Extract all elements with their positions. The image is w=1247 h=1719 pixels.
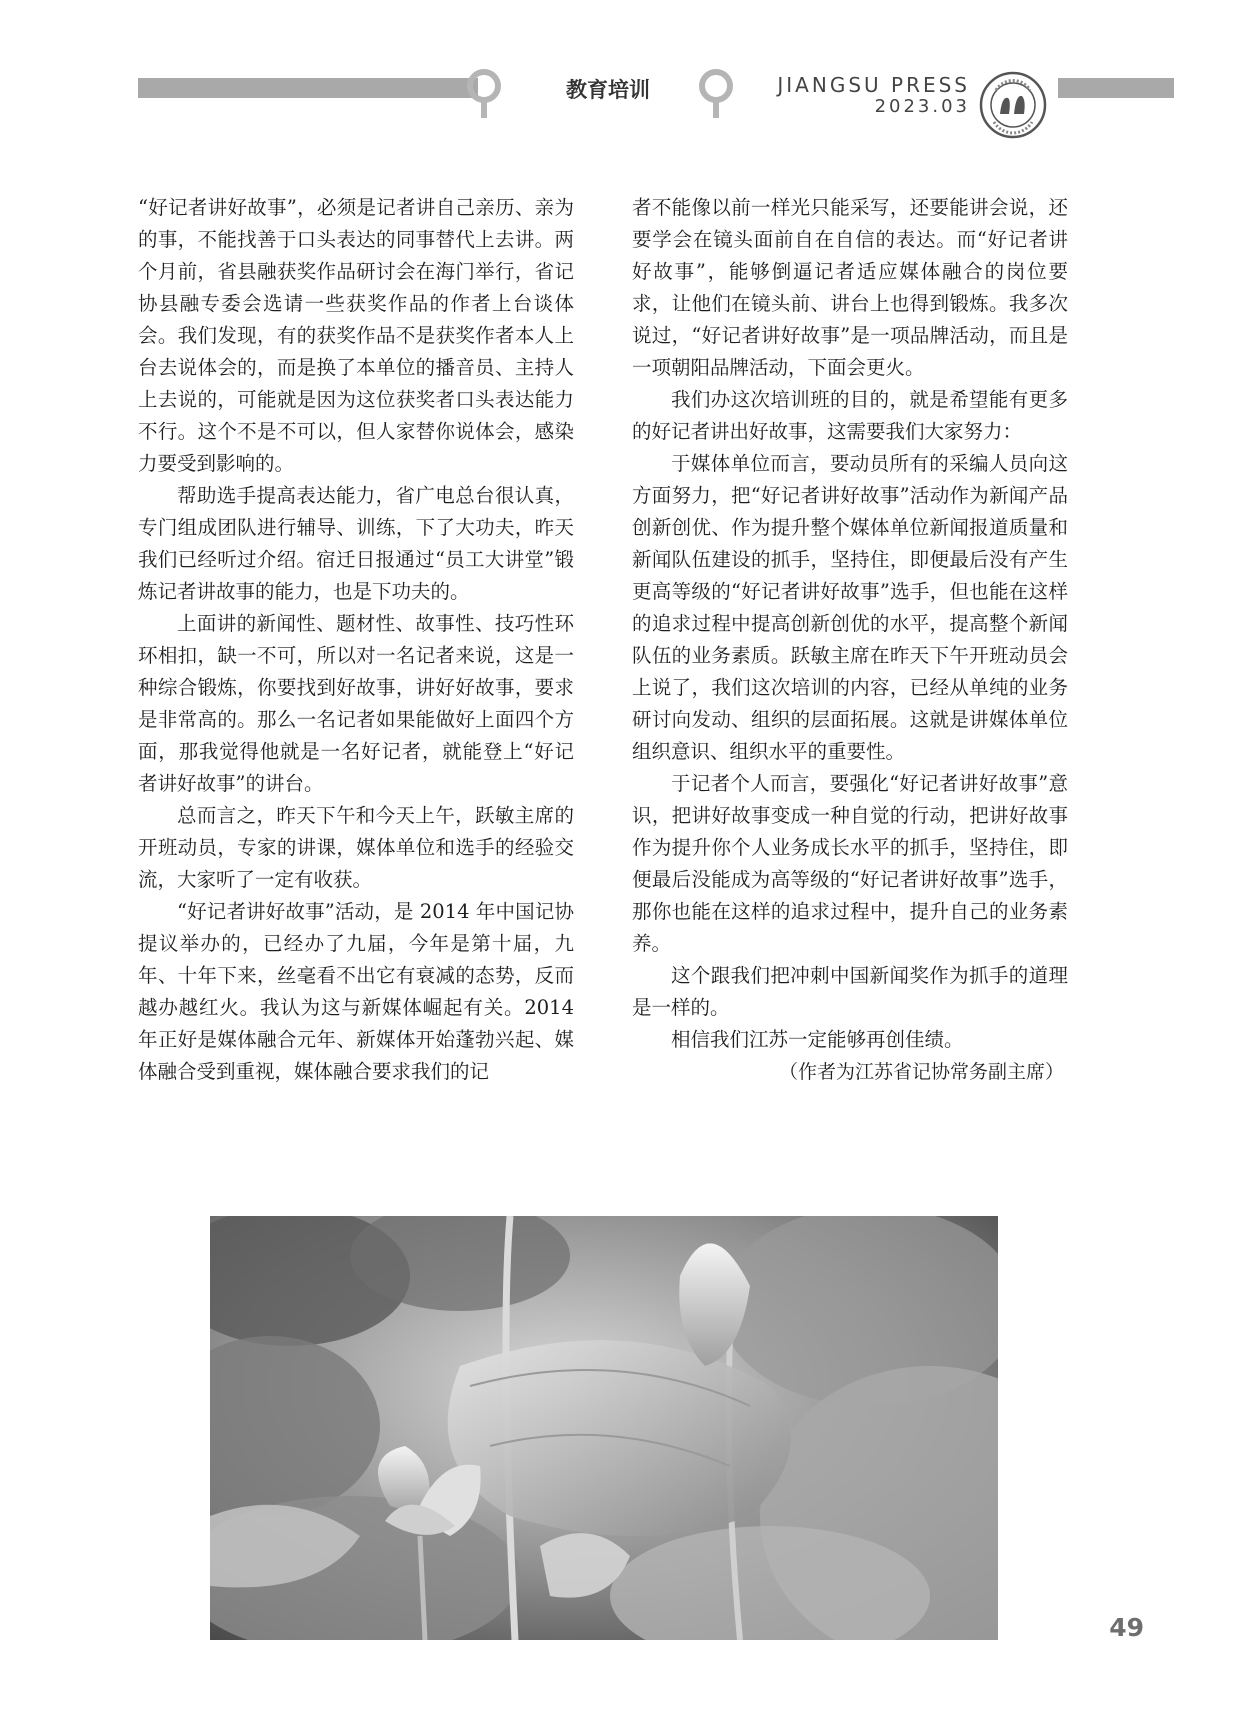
lotus-photo [210, 1216, 998, 1640]
magazine-name: JIANGSU PRESS [777, 73, 970, 97]
paragraph: 这个跟我们把冲刺中国新闻奖作为抓手的道理是一样的。 [632, 964, 1068, 1019]
article-column-left [138, 192, 574, 1088]
paragraph: 我们办这次培训班的目的，就是希望能有更多的好记者讲出好故事，这需要我们大家努力： [632, 388, 1068, 443]
section-title: 教育培训 [566, 78, 650, 102]
paragraph: 上面讲的新闻性、题材性、故事性、技巧性环环相扣，缺一不可，所以对一名记者来说，这是一种综合锻炼，你要找到好故事，讲好好故事，要求是非常高的。那么一名记者如果能做好上面四个方面，那我觉得他就是一名好记者，就能登上“好记者讲好故事”的讲台。 [138, 612, 574, 795]
paragraph: 者不能像以前一样光只能采写，还要能讲会说，还要学会在镜头面前自在自信的表达。而“好记者讲好故事”，能够倒逼记者适应媒体融合的岗位要求，让他们在镜头前、讲台上也得到锻炼。我多次说过，“好记者讲好故事”是一项品牌活动，而且是一项朝阳品牌活动，下面会更火。 [632, 196, 1068, 379]
paragraph: “好记者讲好故事”，必须是记者讲自己亲历、亲为的事，不能找善于口头表达的同事替代上去讲。两个月前，省县融获奖作品研讨会在海门举行，省记协县融专委会选请一些获奖作品的作者上台谈体会。我们发现，有的获奖作品不是获奖作者本人上台去说体会的，而是换了本单位的播音员、主持人上去说的，可能就是因为这位获奖者口头表达能力不行。这个不是不可以，但人家替你说体会，感染力要受到影响的。 [138, 196, 574, 475]
article-column-right [632, 192, 1068, 1088]
paragraph: 总而言之，昨天下午和今天上午，跃敏主席的开班动员，专家的讲课，媒体单位和选手的经验交流，大家听了一定有收获。 [138, 804, 574, 891]
author-note: （作者为江苏省记协常务副主席） [778, 1061, 1064, 1083]
paragraph: 于记者个人而言，要强化“好记者讲好故事”意识，把讲好故事变成一种自觉的行动，把讲好故事作为提升你个人业务成长水平的抓手，坚持住，即便最后没能成为高等级的“好记者讲好故事”选手，那你也能在这样的追求过程中，提升自己的业务素养。 [632, 772, 1068, 955]
page-number: 49 [1109, 1613, 1144, 1642]
paragraph: 于媒体单位而言，要动员所有的采编人员向这方面努力，把“好记者讲好故事”活动作为新闻产品创新创优、作为提升整个媒体单位新闻报道质量和新闻队伍建设的抓手，坚持住，即便最后没有产生更高等级的“好记者讲好故事”选手，但也能在这样的追求过程中提高创新创优的水平，提高整个新闻队伍的业务素质。跃敏主席在昨天下午开班动员会上说了，我们这次培训的内容，已经从单纯的业务研讨向发动、组织的层面拓展。这就是讲媒体单位组织意识、组织水平的重要性。 [632, 452, 1068, 763]
paragraph: 帮助选手提高表达能力，省广电总台很认真，专门组成团队进行辅导、训练，下了大功夫，昨天我们已经听过介绍。宿迁日报通过“员工大讲堂”锻炼记者讲故事的能力，也是下功夫的。 [138, 484, 574, 603]
paragraph: 相信我们江苏一定能够再创佳绩。 [671, 1028, 964, 1051]
location-pin-icon [696, 68, 736, 120]
header-bar-right [1058, 78, 1174, 98]
paragraph: “好记者讲好故事”活动，是 2014 年中国记协提议举办的，已经办了九届，今年是第十届，九年、十年下来，丝毫看不出它有衰减的态势，反而越办越红火。我认为这与新媒体崛起有关。2014 年正好是媒体融合元年、新媒体开始蓬勃兴起、媒体融合受到重视，媒体融合要求我们的记 [138, 900, 574, 1083]
jiangsu-press-seal-icon [978, 70, 1048, 140]
magazine-issue: 2023.03 [874, 96, 970, 117]
location-pin-icon [464, 68, 504, 120]
header-bar-left [138, 78, 478, 98]
